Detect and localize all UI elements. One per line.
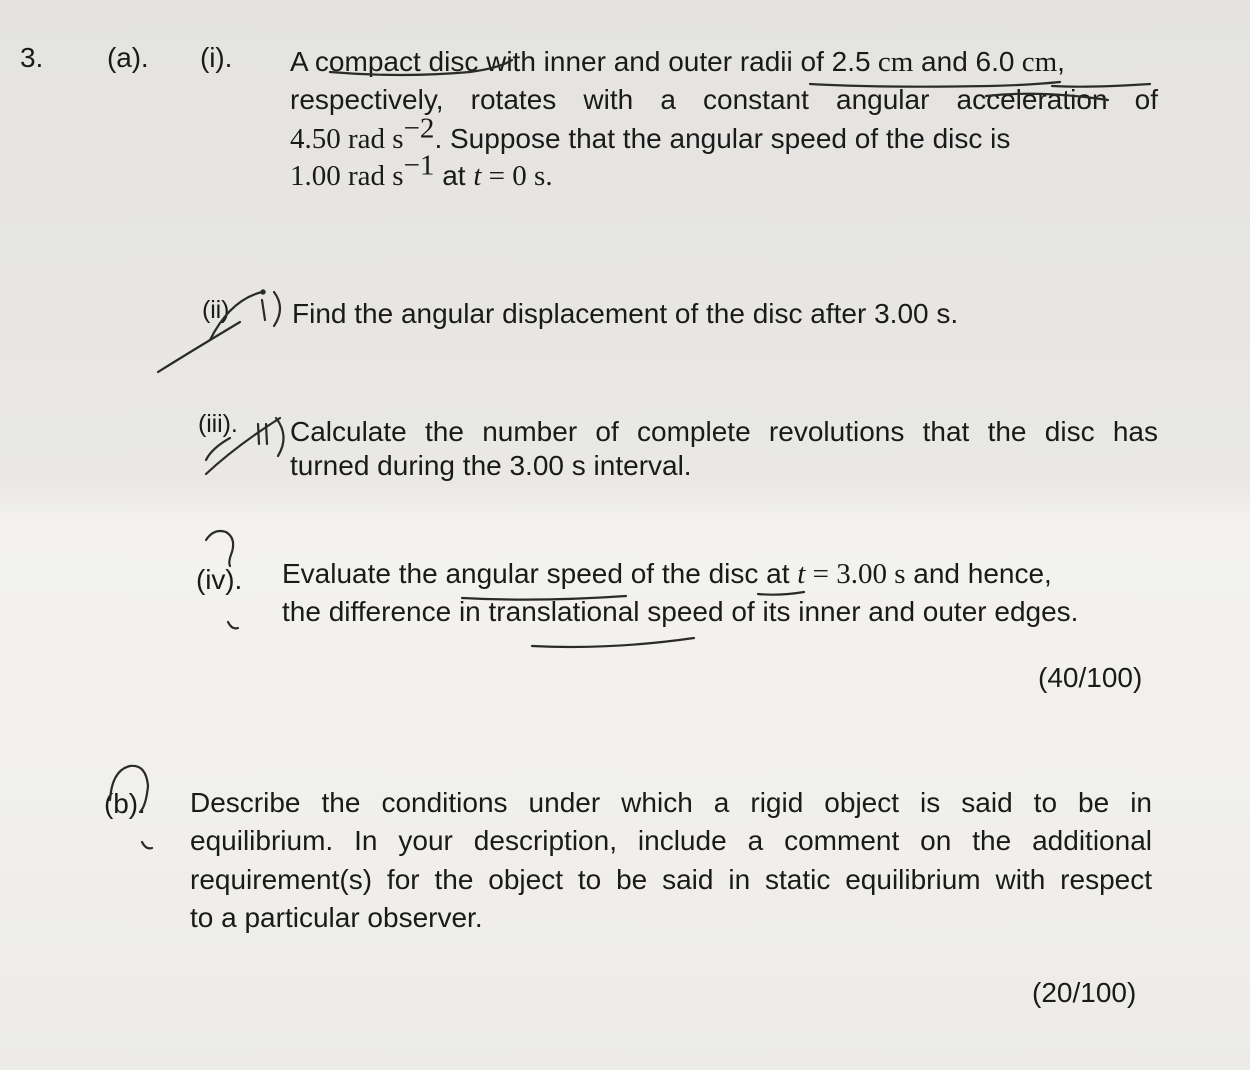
sub-i-line-1: A compact disc with inner and outer radii of 2.5 cm and 6.0 cm,	[290, 46, 1065, 78]
sub-iii-line-1: Calculate the number of complete revolutions that the disc has	[290, 416, 1158, 447]
sub-i-line-3: 4.50 rad $s^{-2}$. Suppose that the angular speed of the disc is	[290, 112, 1011, 155]
part-b-line-1: Describe the conditions under which a rigid object is said to be in	[190, 787, 1152, 818]
part-b-marks: (20/100)	[1032, 977, 1137, 1008]
sub-iv-line-2: the difference in translational speed of its inner and outer edges.	[282, 596, 1079, 627]
part-b-line-2: equilibrium. In your description, include a comment on the additional	[190, 825, 1152, 856]
part-a-marks: (40/100)	[1038, 662, 1143, 693]
sub-iv-label: (iv).	[196, 564, 243, 595]
sub-i-line-2: respectively, rotates with a constant angular acceleration of	[290, 84, 1158, 115]
part-b-line-3: requirement(s) for the object to be said in static equilibrium with respect	[190, 864, 1152, 895]
part-b-label: (b).	[104, 788, 146, 819]
sub-ii-text: Find the angular displacement of the disc after 3.00 s.	[292, 298, 959, 329]
question-number: 3.	[20, 42, 44, 73]
sub-iii-label: (iii).	[198, 410, 238, 438]
sub-ii-label: (ii)	[202, 296, 230, 324]
part-b-line-4: to a particular observer.	[190, 902, 483, 933]
sub-iv-line-1: Evaluate the angular speed of the disc at t = 3.00 s and hence,	[282, 558, 1052, 590]
sub-i-line-4: 1.00 rad $s^{-1}$ at t = 0 s.	[290, 149, 553, 192]
sub-i-label: (i).	[200, 42, 233, 73]
part-a-label: (a).	[107, 42, 149, 73]
sub-iii-line-2: turned during the 3.00 s interval.	[290, 450, 692, 481]
